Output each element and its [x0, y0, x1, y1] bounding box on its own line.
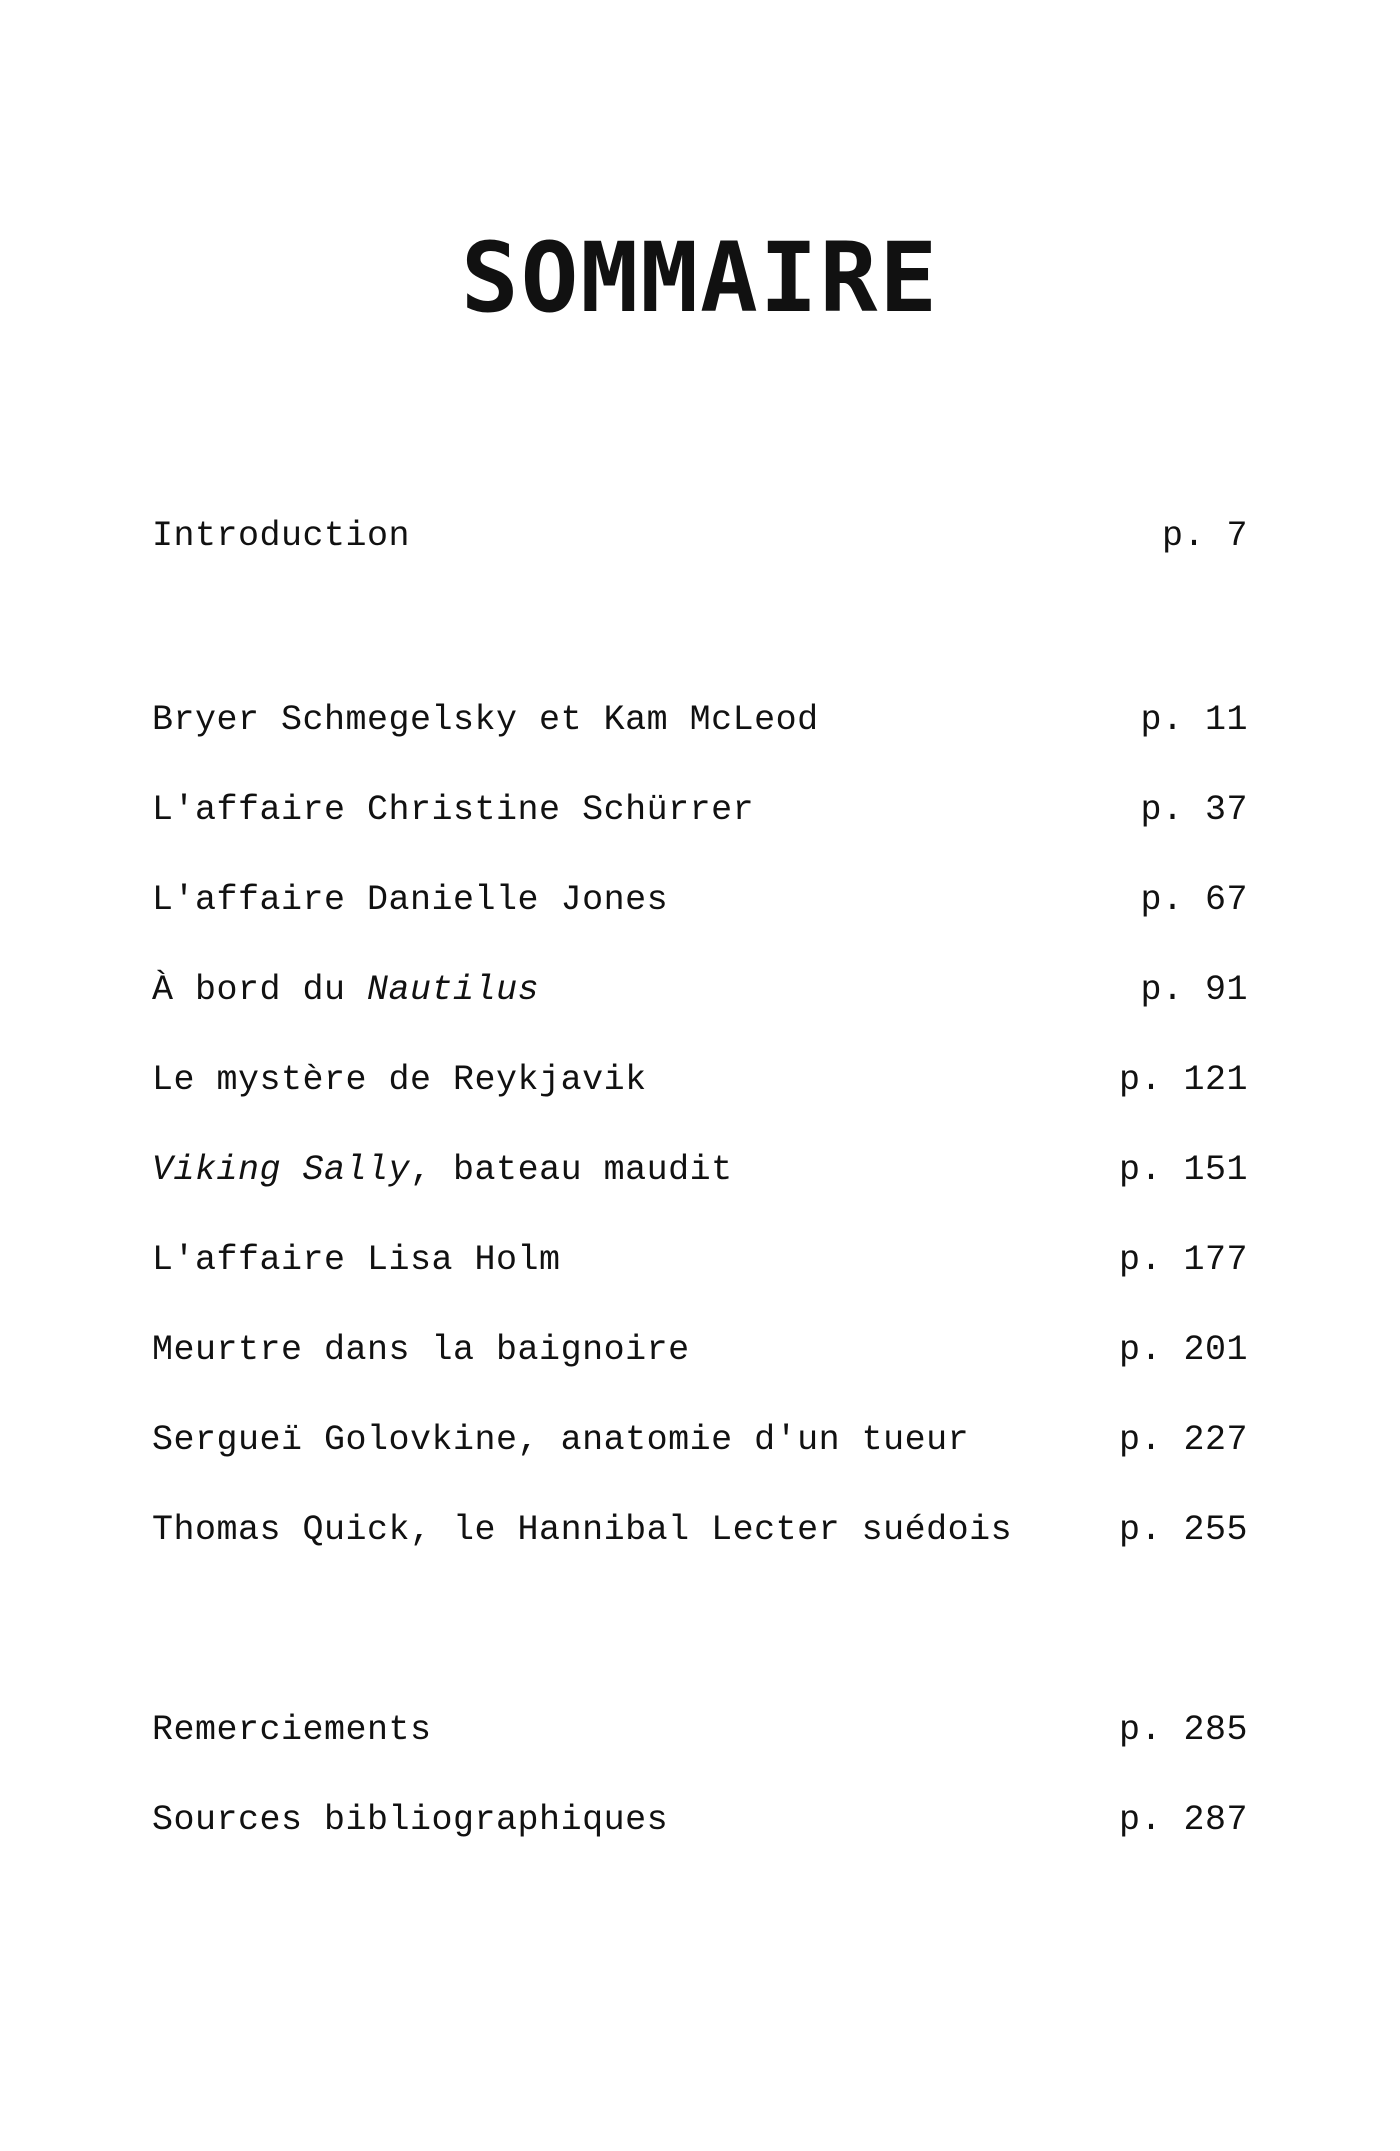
toc-entry-label-italic: Nautilus	[367, 970, 540, 1010]
toc-entry-chapter	[152, 1505, 1248, 1555]
toc-entry-chapter	[152, 695, 1248, 745]
toc-entry-page: p. 67	[1140, 880, 1248, 920]
toc-entry-label: Sergueï Golovkine, anatomie d'un tueur	[152, 1420, 970, 1460]
toc-entry-label: L'affaire Lisa Holm	[152, 1240, 561, 1280]
toc-entry-label: L'affaire Christine Schürrer	[152, 790, 755, 830]
toc-entry-page: p. 121	[1118, 1060, 1248, 1100]
toc-entry-chapter	[152, 875, 1248, 925]
toc-entry-page: p. 285	[1118, 1710, 1248, 1750]
toc-entry-label: Meurtre dans la baignoire	[152, 1330, 690, 1370]
toc-entry-chapter	[152, 1145, 1248, 1195]
toc-entry-introduction	[152, 511, 1248, 561]
toc-entry-chapter	[152, 1325, 1248, 1375]
toc-entry-label: L'affaire Danielle Jones	[152, 880, 669, 920]
toc-entry-label: Bryer Schmegelsky et Kam McLeod	[152, 700, 819, 740]
toc-entry-label	[152, 965, 539, 1015]
toc-entry-label: Le mystère de Reykjavik	[152, 1060, 647, 1100]
toc-entry-page: p. 201	[1118, 1330, 1248, 1370]
toc-entry-label	[152, 1145, 733, 1195]
toc-entry-chapter	[152, 785, 1248, 835]
toc-entry-page: p. 7	[1161, 516, 1248, 556]
toc-entry-page: p. 151	[1118, 1150, 1248, 1190]
toc-entry-label: Introduction	[152, 516, 411, 556]
page-title: SOMMAIRE	[460, 222, 940, 334]
toc-entry-label-italic: Viking Sally	[152, 1150, 411, 1190]
toc-entry-chapter	[152, 965, 1248, 1015]
toc-entry-page: p. 177	[1118, 1240, 1248, 1280]
toc-entry-page: p. 91	[1140, 970, 1248, 1010]
toc-entry-chapter	[152, 1415, 1248, 1465]
toc-entry-page: p. 37	[1140, 790, 1248, 830]
toc-entry-label-text: , bateau maudit	[410, 1150, 733, 1190]
toc-entry-label: Thomas Quick, le Hannibal Lecter suédois	[152, 1510, 1013, 1550]
toc-entry-chapter	[152, 1055, 1248, 1105]
toc-entry-page: p. 227	[1118, 1420, 1248, 1460]
toc-entry-chapter	[152, 1235, 1248, 1285]
toc-entry-page: p. 255	[1118, 1510, 1248, 1550]
toc-entry-back-matter	[152, 1705, 1248, 1755]
toc-entry-label: Remerciements	[152, 1710, 432, 1750]
toc-entry-label: Sources bibliographiques	[152, 1800, 669, 1840]
toc-entry-label-text: À bord du	[152, 970, 368, 1010]
toc-entry-page: p. 11	[1140, 700, 1248, 740]
toc-entry-page: p. 287	[1118, 1800, 1248, 1840]
toc-entry-back-matter	[152, 1795, 1248, 1845]
